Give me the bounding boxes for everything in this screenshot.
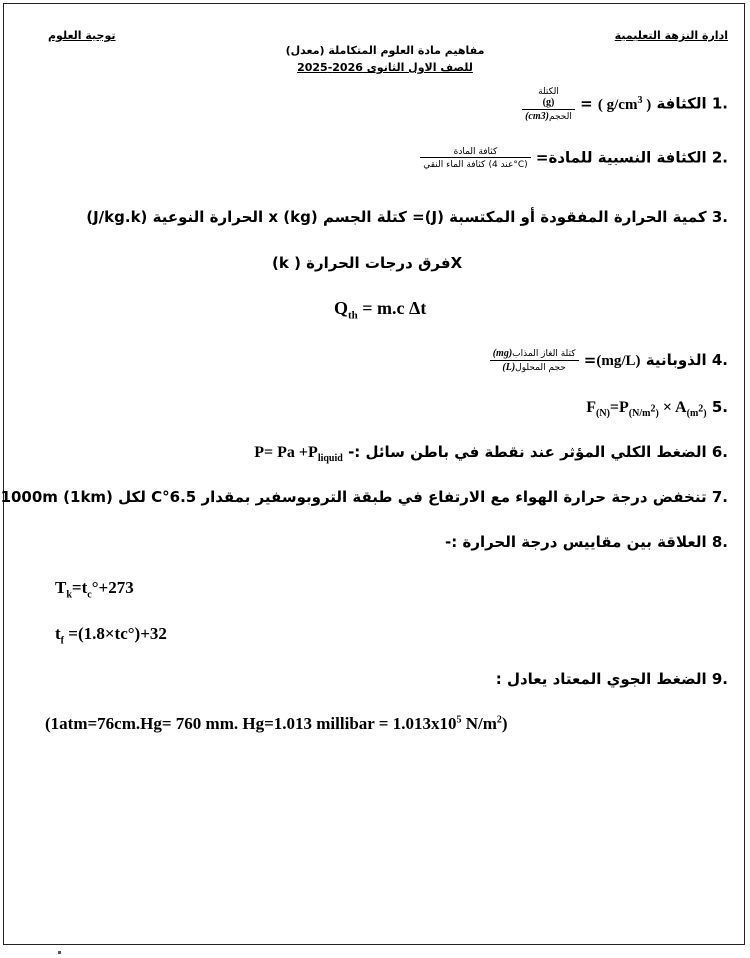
item-9-formula: (1atm=76cm.Hg= 760 mm. Hg=1.013 millibar = $1.013x10^5$ $N/m^2$) — [45, 714, 508, 733]
item-3-heat-line1 — [86, 208, 728, 226]
item-5-formula: $F_{(N)}=P_{(N/m^2)} \times A_{(m^2)}$ — [586, 399, 707, 420]
item-8-fahrenheit-formula: $t_f =(1.8\times tc^\circ)+32$ — [55, 624, 167, 647]
item-2-fraction: $\frac{\text{كثافة المادة}}{\text{كثافة الماء النقي (عند 4°C)}}$ — [420, 146, 530, 170]
item-2-label: الكثافة النسبية للمادة — [548, 148, 707, 167]
item-8-number: .8 — [711, 533, 728, 551]
item-1-number: .1 — [711, 94, 728, 113]
item-4-label: الذوبانية — [645, 351, 707, 369]
item-7-troposphere — [1, 488, 728, 506]
title-line-2: للصف الاول الثانوى 2026-2025 — [297, 61, 473, 74]
item-4-number: .4 — [711, 351, 728, 369]
item-9-number: .9 — [711, 670, 728, 688]
item-3-number: .3 — [711, 208, 728, 226]
item-4-fraction: $\frac{\text{(mg)كتلة الغاز المذاب}}{\text{(L)حجم المحلول}}$ — [490, 348, 579, 373]
item-1-unit: ( $g/cm^3$ ) — [597, 94, 652, 113]
item-2-number: .2 — [711, 148, 728, 167]
item-3-formula: $Q_{th} = m.c$ Δt — [334, 298, 427, 322]
item-3-text: كمية الحرارة المفقودة أو المكتسبة (J)= كتلة الجسم (kg) x الحرارة النوعية (J/kg.k) — [86, 208, 707, 226]
item-4-unit: (mg/L) — [596, 353, 641, 369]
item-5-force — [586, 398, 728, 419]
page-border — [0, 3, 745, 945]
item-3-heat-line2: Xفرق درجات الحرارة ( k) — [272, 254, 463, 272]
item-7-number: .7 — [711, 488, 728, 506]
item-1-label: الكثافة — [656, 94, 707, 113]
item-9-text: الضغط الجوي المعتاد يعادل : — [495, 670, 707, 688]
header-left-science-guidance: توجية العلوم — [48, 29, 116, 42]
item-6-number: .6 — [711, 443, 728, 461]
item-1-equals: = — [580, 94, 593, 113]
scan-dot — [58, 951, 61, 954]
item-5-number: .5 — [711, 398, 728, 416]
item-9-atmospheric — [496, 670, 728, 688]
item-8-kelvin-formula: $T_k=t_c^\circ+273$ — [55, 578, 134, 601]
item-7-text: تنخفض درجة حرارة الهواء مع الارتفاع في طبقة التروبوسفير بمقدار 6.5°C لكل 1000m (1km) — [0, 488, 707, 506]
item-6-text: الضغط الكلي المؤثر عند نقطة في باطن سائل :- — [348, 443, 707, 461]
item-6-pressure — [254, 443, 728, 464]
title-line-1: مفاهيم مادة العلوم المتكاملة (معدل) — [285, 44, 485, 57]
item-2-relative-density: .2 الكثافة النسبية للمادة= $\frac{\text{كثافة المادة}}{\text{كثافة الماء النقي (عند 4°C)}}$ — [420, 146, 728, 170]
item-1-fraction: الكتلة (g) (cm3)الحجم — [522, 86, 575, 122]
item-8-temperature — [445, 533, 728, 551]
header-right-administration: ادارة النزهة التعليمية — [614, 29, 728, 42]
item-4-solubility: .4 الذوبانية (mg/L)= $\frac{\text{(mg)كتلة الغاز المذاب}}{\text{(L)حجم المحلول}}$ — [490, 348, 728, 373]
item-8-text: العلاقة بين مقاييس درجة الحرارة :- — [445, 533, 707, 551]
item-1-density — [522, 86, 728, 122]
item-6-formula: $P= Pa +P_{liquid}$ — [254, 444, 343, 465]
